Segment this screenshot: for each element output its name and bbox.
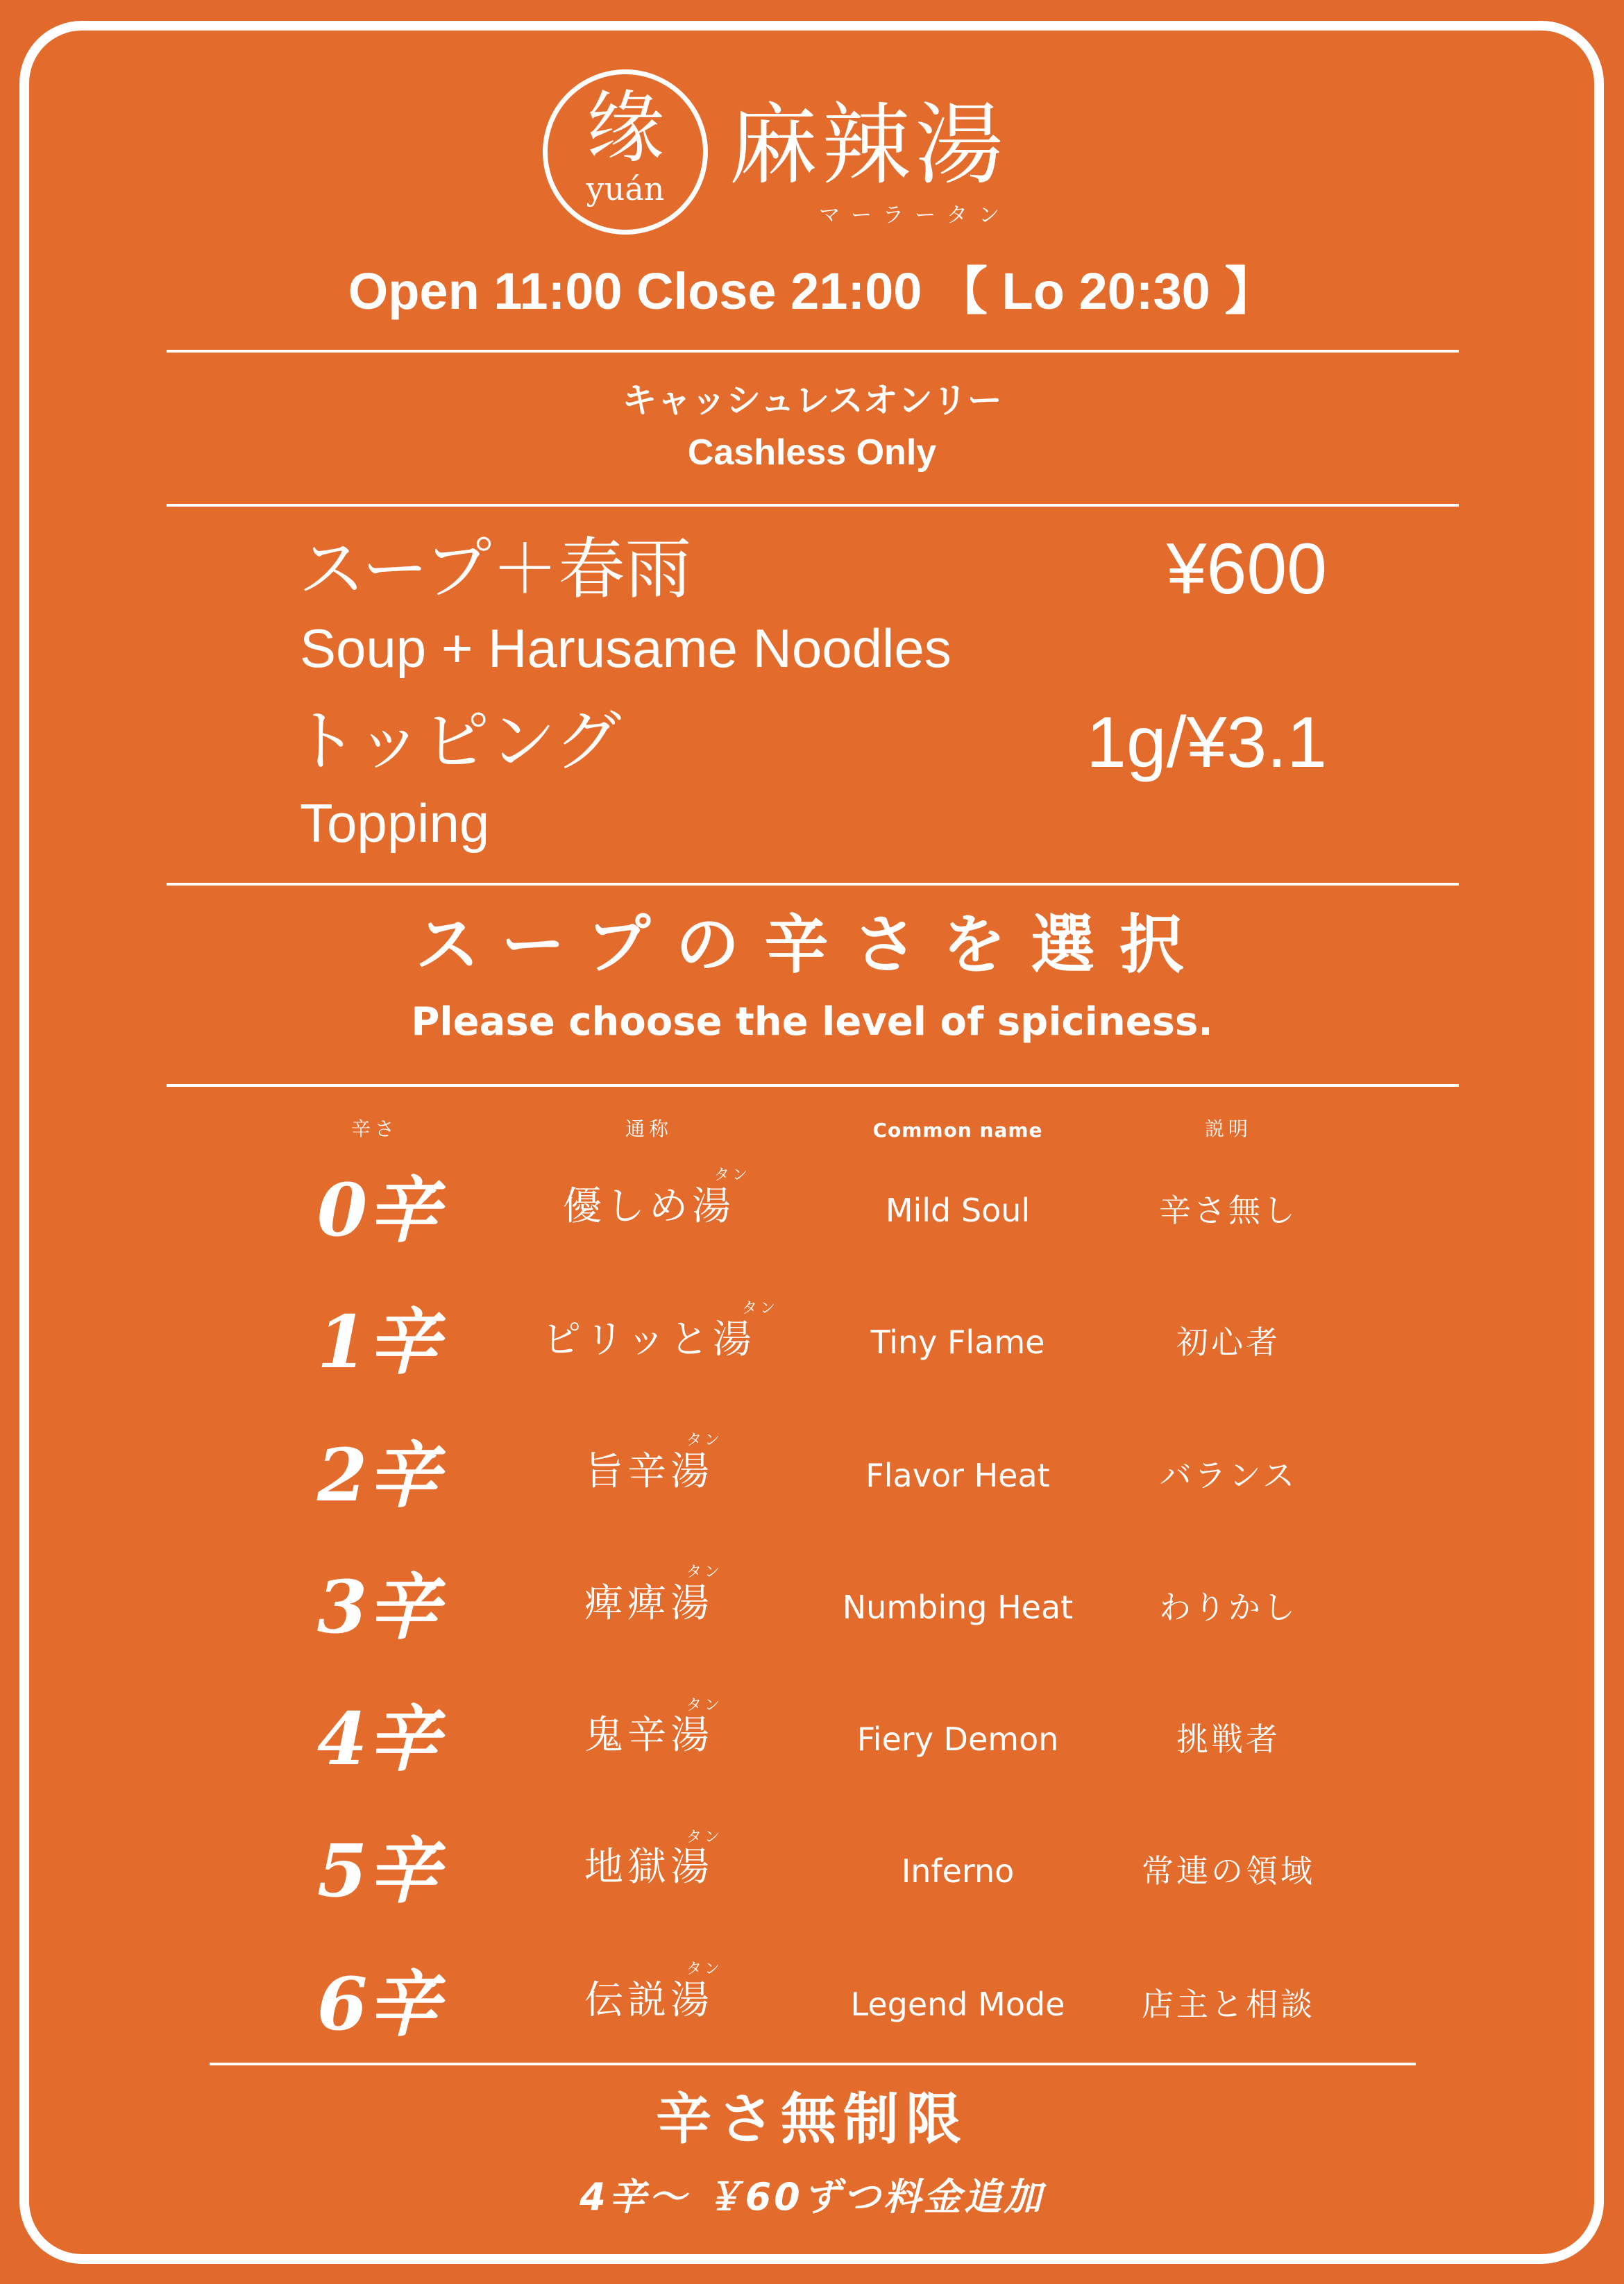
name-ruby: タン [686,1697,722,1714]
spice-name-jp: 鬼辛湯 [584,1713,713,1758]
price-item-name-jp: スープ＋春雨 [298,530,692,608]
spice-name-jp: 痺痺湯 [584,1581,713,1626]
column-header-level: 辛さ [350,1117,398,1140]
spice-level: 2辛 [316,1432,440,1518]
spice-name-en: Numbing Heat [842,1589,1074,1626]
shop-title-ruby: マーラータン [819,203,1010,228]
logo-roman: yuán [586,170,665,208]
price-item-name-en: Soup + Harusame Noodles [300,618,951,679]
spice-level: 0辛 [316,1167,440,1253]
name-ruby: タン [713,1167,750,1184]
divider [167,1084,1459,1087]
logo-kanji: 缘 [586,83,664,174]
payment-note-jp: キャッシュレスオンリー [622,380,1002,421]
spice-level: 4辛 [316,1696,440,1782]
spice-description: 店主と相談 [1142,1986,1315,2023]
divider [210,2063,1416,2065]
spice-level: 1辛 [316,1299,440,1385]
divider [167,350,1459,353]
opening-hours: Open 11:00 Close 21:00 【 Lo 20:30 】 [348,262,1276,320]
spice-name-jp: ピリッと湯 [542,1317,756,1362]
payment-note-en: Cashless Only [687,432,937,473]
spice-description: 初心者 [1176,1323,1280,1361]
spice-description: 常連の領域 [1142,1852,1315,1890]
logo-emblem [543,69,708,235]
spice-name-jp: 旨辛湯 [584,1449,713,1494]
spice-name-en: Inferno [901,1852,1015,1890]
price-item-name-jp: トッピング [291,702,622,780]
name-ruby: タン [741,1300,778,1317]
divider [167,883,1459,886]
spice-name-en: Tiny Flame [870,1323,1045,1361]
unlimited-spice-title: 辛さ無制限 [656,2087,968,2151]
spice-description: 挑戦者 [1176,1720,1280,1758]
spice-name-en: Legend Mode [850,1986,1065,2023]
spice-level: 6辛 [316,1961,440,2047]
spice-name-jp: 地獄湯 [584,1845,713,1890]
name-ruby: タン [686,1432,722,1449]
column-header-name-en: Common name [872,1119,1043,1142]
name-ruby: タン [686,1829,722,1846]
name-ruby: タン [686,1564,722,1581]
shop-title: 麻辣湯 [729,94,1008,197]
price-item-value: ¥600 [1166,529,1327,609]
name-ruby: タン [686,1961,722,1978]
spice-heading-en: Please choose the level of spiciness. [411,999,1213,1044]
spice-name-en: Fiery Demon [856,1720,1059,1758]
divider [167,504,1459,507]
spice-heading-jp: スープの辛さを選択 [415,908,1209,982]
spice-level: 3辛 [316,1564,440,1650]
price-item-name-en: Topping [300,793,490,854]
menu-frame [19,21,1604,2264]
extra-charge-note: 4辛～ ￥60ずつ料金追加 [580,2175,1044,2219]
spice-description: バランス [1159,1457,1298,1494]
price-item-value: 1g/¥3.1 [1086,702,1327,783]
column-header-description: 説明 [1204,1117,1252,1140]
column-header-name-jp: 通称 [625,1117,673,1140]
spice-description: わりかし [1159,1589,1298,1626]
spice-name-jp: 伝説湯 [584,1978,713,2023]
spice-level: 5辛 [316,1828,440,1913]
spice-name-en: Flavor Heat [865,1457,1050,1494]
spice-name-jp: 優しめ湯 [563,1184,735,1229]
spice-description: 辛さ無し [1159,1192,1298,1229]
spice-name-en: Mild Soul [885,1192,1031,1229]
